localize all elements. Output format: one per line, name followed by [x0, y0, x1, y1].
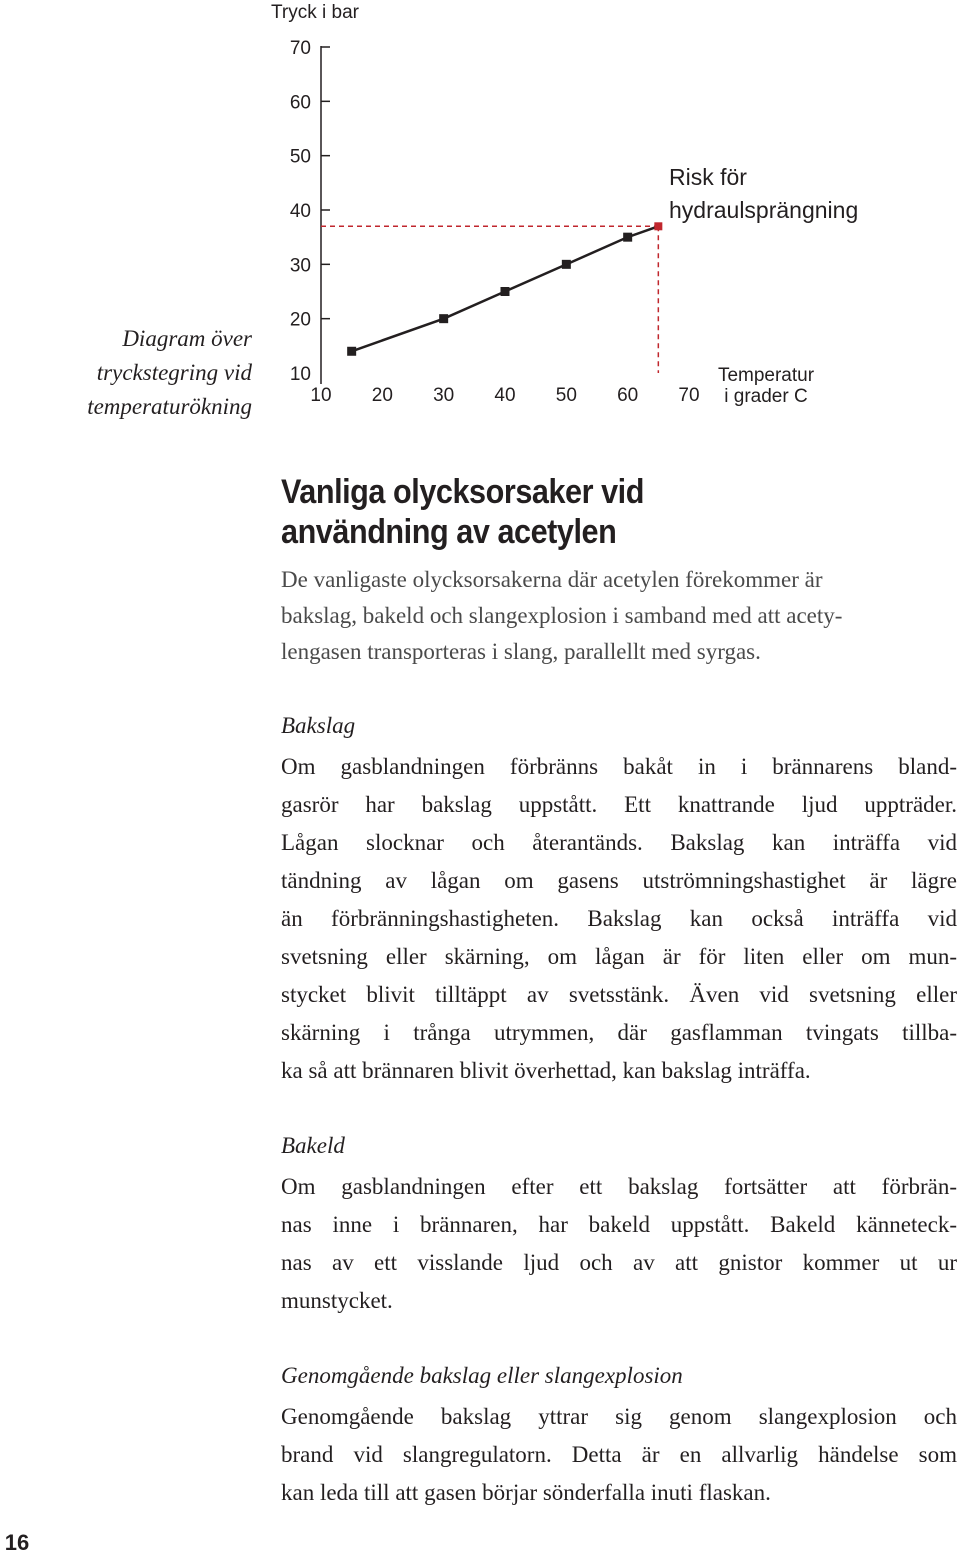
- intro-line: De vanligaste olycksorsakerna där acetylen förekommer är: [281, 567, 823, 592]
- x-tick-label: 50: [555, 385, 577, 406]
- section-bakslag: [281, 708, 957, 1090]
- chart-caption: [40, 322, 252, 424]
- intro-paragraph: [281, 562, 957, 670]
- body-line: stycket blivit tilltäppt av svetsstänk. Även vid svetsning eller: [281, 982, 957, 1007]
- x-tick-label: 60: [617, 385, 639, 406]
- y-tick-label: 70: [289, 38, 311, 59]
- body-line: svetsning eller skärning, om lågan är för liten eller om mun-: [281, 944, 957, 969]
- caption-line: temperaturökning: [87, 394, 252, 419]
- y-tick-label: 20: [289, 309, 311, 331]
- section-title: Bakeld: [281, 1133, 345, 1158]
- section-body: [281, 1398, 957, 1512]
- data-point-marker: [501, 287, 510, 296]
- risk-point-marker: [654, 222, 662, 230]
- section-body: [281, 1168, 957, 1320]
- risk-annotation-line-1: Risk för: [669, 164, 747, 190]
- intro-line: lengasen transporteras i slang, parallellt med syrgas.: [281, 639, 761, 664]
- body-line: Om gasblandningen efter ett bakslag fortsätter att förbrän-: [281, 1174, 957, 1199]
- intro-line: bakslag, bakeld och slangexplosion i samband med att acety-: [281, 603, 843, 628]
- data-point-marker: [347, 347, 356, 356]
- body-line: tändning av lågan om gasens utströmningshastighet är lägre: [281, 868, 957, 893]
- body-line: skärning i trånga utrymmen, där gasflamman tvingats tillba-: [281, 1020, 957, 1045]
- y-axis-label: Tryck i bar: [271, 2, 359, 23]
- x-tick-label: 10: [310, 385, 332, 406]
- caption-line: Diagram över: [122, 326, 252, 351]
- body-line: gasrör har bakslag uppstått. Ett knattrande ljud uppträder.: [281, 792, 957, 817]
- y-tick-label: 60: [289, 92, 311, 114]
- body-line: än förbränningshastigheten. Bakslag kan också inträffa vid: [281, 906, 957, 931]
- body-line: Lågan slocknar och återantänds. Bakslag kan inträffa vid: [281, 830, 957, 855]
- y-tick-label: 30: [289, 255, 311, 277]
- body-line: kan leda till att gasen börjar sönderfalla inuti flaskan.: [281, 1480, 771, 1505]
- body-line: Genomgående bakslag yttrar sig genom slangexplosion och: [281, 1404, 957, 1429]
- x-axis-label-line-2: i grader C: [724, 386, 808, 407]
- section-title: Bakslag: [281, 713, 356, 738]
- section-body: [281, 748, 957, 1090]
- x-tick-label: 20: [371, 385, 393, 406]
- body-line: brand vid slangregulatorn. Detta är en allvarlig händelse som: [281, 1442, 957, 1467]
- article-heading: [281, 472, 889, 552]
- article: [281, 472, 957, 1550]
- data-point-marker: [562, 260, 571, 269]
- body-line: nas av ett visslande ljud och av att gnistor kommer ut ur: [281, 1250, 957, 1275]
- y-tick-label: 50: [289, 146, 311, 168]
- x-tick-label: 40: [494, 385, 516, 406]
- page-number: 16: [4, 1530, 30, 1555]
- caption-line: tryckstegring vid: [96, 360, 252, 385]
- x-axis-label-line-1: Temperatur: [717, 365, 815, 386]
- heading-line: Vanliga olycksorsaker vid: [281, 473, 644, 511]
- data-point-marker: [623, 233, 632, 242]
- risk-annotation-line-2: hydraulsprängning: [669, 197, 859, 223]
- body-line: ka så att brännaren blivit överhettad, kan bakslag inträffa.: [281, 1058, 811, 1083]
- section-bakeld: [281, 1128, 957, 1320]
- y-axis-ticks: [290, 38, 330, 385]
- heading-line: användning av acetylen: [281, 513, 617, 551]
- section-title: Genomgående bakslag eller slangexplosion: [281, 1363, 683, 1388]
- body-line: munstycket.: [281, 1288, 393, 1313]
- x-axis-ticks: [310, 385, 699, 406]
- x-tick-label: 70: [678, 385, 700, 406]
- body-line: nas inne i brännaren, har bakeld uppstått. Bakeld känneteck-: [281, 1212, 957, 1237]
- y-tick-label: 40: [289, 201, 311, 222]
- section-slangexplosion: [281, 1358, 957, 1512]
- body-line: Om gasblandningen förbränns bakåt in i brännarens bland-: [281, 754, 957, 779]
- data-point-marker: [439, 314, 448, 323]
- y-tick-label: 10: [289, 364, 311, 385]
- x-tick-label: 30: [433, 385, 455, 406]
